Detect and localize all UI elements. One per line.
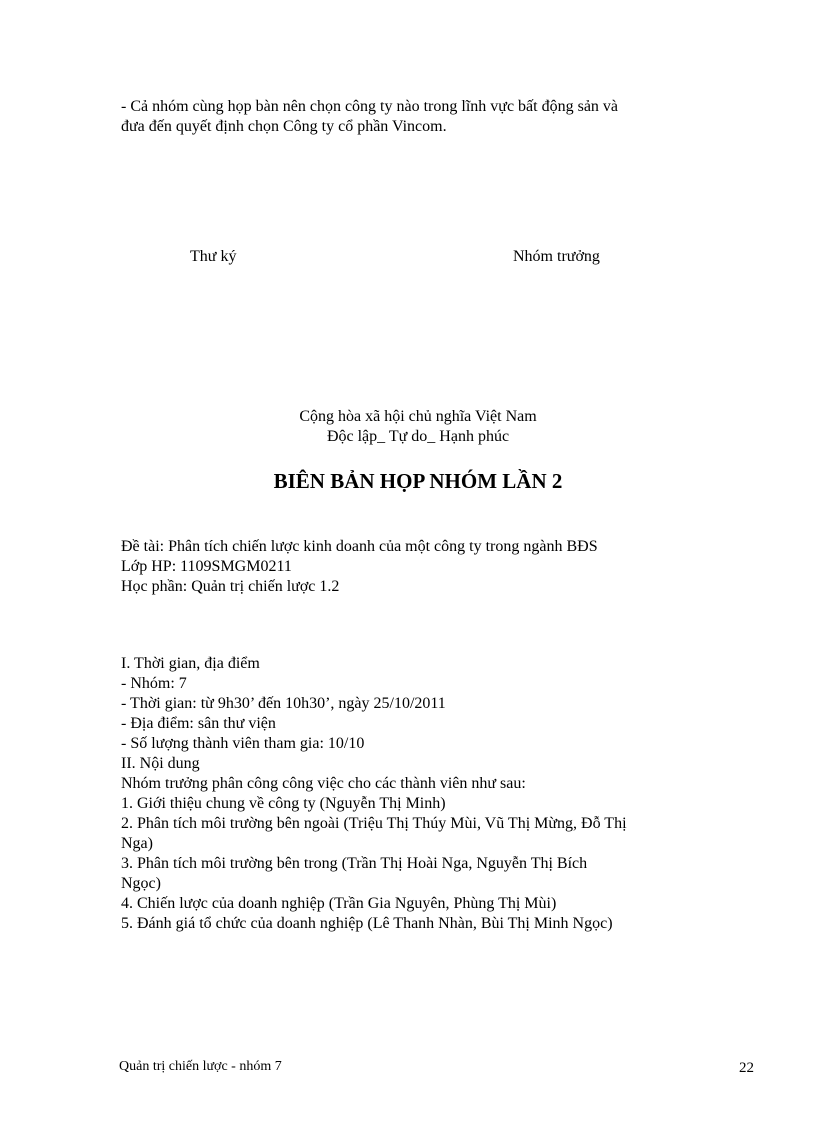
body-line: Nhóm trưởng phân công công việc cho các thành viên như sau: xyxy=(121,775,526,792)
body-line: - Số lượng thành viên tham gia: 10/10 xyxy=(121,735,365,752)
page-number: 22 xyxy=(739,1060,754,1076)
intro-line: đưa đến quyết định chọn Công ty cổ phần Vincom. xyxy=(121,118,447,135)
footer-title: Quản trị chiến lược - nhóm 7 xyxy=(119,1059,282,1074)
body-line: - Thời gian: từ 9h30’ đến 10h30’, ngày 25/10/2011 xyxy=(121,695,446,712)
info-course: Học phần: Quản trị chiến lược 1.2 xyxy=(121,578,340,595)
section-heading: I. Thời gian, địa điểm xyxy=(121,655,260,672)
task-item: 1. Giới thiệu chung về công ty (Nguyễn Thị Minh) xyxy=(121,795,446,812)
task-item-continuation: Ngọc) xyxy=(121,875,161,892)
intro-paragraph xyxy=(121,97,701,137)
body-line: - Nhóm: 7 xyxy=(121,675,187,692)
task-item: 2. Phân tích môi trường bên ngoài (Triệu Thị Thúy Mùi, Vũ Thị Mừng, Đỗ Thị xyxy=(121,815,627,832)
info-topic: Đề tài: Phân tích chiến lược kinh doanh của một công ty trong ngành BĐS xyxy=(121,538,598,555)
meeting-content xyxy=(121,654,701,934)
section-heading: II. Nội dung xyxy=(121,755,200,772)
task-item-continuation: Nga) xyxy=(121,835,153,852)
info-class: Lớp HP: 1109SMGM0211 xyxy=(121,558,292,575)
page-title: BIÊN BẢN HỌP NHÓM LẦN 2 xyxy=(273,469,563,493)
signature-leader: Nhóm trưởng xyxy=(513,248,600,265)
task-item: 5. Đánh giá tổ chức của doanh nghiệp (Lê Thanh Nhàn, Bùi Thị Minh Ngọc) xyxy=(121,915,613,932)
body-line: - Địa điểm: sân thư viện xyxy=(121,715,276,732)
task-item: 4. Chiến lược của doanh nghiệp (Trần Gia Nguyên, Phùng Thị Mùi) xyxy=(121,895,557,912)
info-block xyxy=(121,537,701,597)
task-item: 3. Phân tích môi trường bên trong (Trần Thị Hoài Nga, Nguyễn Thị Bích xyxy=(121,855,588,872)
signature-secretary: Thư ký xyxy=(190,248,237,265)
national-motto: Cộng hòa xã hội chủ nghĩa Việt Nam xyxy=(299,408,537,425)
intro-line: - Cả nhóm cùng họp bàn nên chọn công ty nào trong lĩnh vực bất động sản và xyxy=(121,98,619,115)
national-slogan: Độc lập_ Tự do_ Hạnh phúc xyxy=(326,428,510,445)
